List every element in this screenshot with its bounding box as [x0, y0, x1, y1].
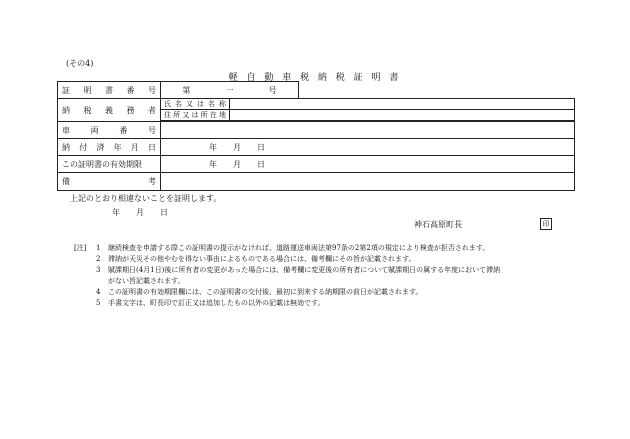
valid-until-field: 年 月 日	[161, 156, 575, 173]
note-continuation	[74, 276, 500, 287]
note-text: 手書文字は、町長印で訂正又は追加したもの以外の記載は無効です。	[108, 299, 325, 307]
note-text: 継続検査を申請する際この証明書の提示がなければ、道路運送車両法第97条の2第2項の規定により検査が拒否されます。	[108, 244, 490, 252]
cert-number-prefix: 第	[182, 85, 191, 95]
certify-date: 年 月 日	[112, 208, 168, 217]
vehicle-number-field	[161, 122, 575, 139]
cert-number-label: 証明書番号	[58, 82, 161, 99]
note-item	[74, 265, 500, 276]
notes-section	[74, 243, 500, 309]
seal-mark: 印	[540, 218, 552, 230]
note-number: 5	[96, 299, 101, 307]
note-item	[74, 254, 500, 265]
blank-area	[299, 82, 575, 99]
note-item	[74, 287, 500, 298]
note-text: 滞納が天災その他やむを得ない事由によるものである場合には、備考欄にその旨が記載されます。	[108, 255, 416, 263]
valid-until-label: この証明書の有効期限	[58, 156, 161, 173]
valid-until-row	[58, 156, 575, 173]
taxpayer-row	[58, 99, 575, 121]
taxpayer-label: 納税義務者	[58, 99, 161, 122]
note-number: 2	[96, 255, 101, 263]
remarks-label: 備考	[58, 173, 161, 191]
certify-statement: 上記のとおり相違ないことを証明します。	[70, 194, 222, 203]
note-number: 1	[96, 244, 101, 252]
document-title: 軽 自 動 車 税 納 税 証 明 書	[228, 73, 402, 83]
cert-number-dash: 一	[225, 85, 234, 95]
paid-date-field: 年 月 日	[161, 139, 575, 156]
address-field	[230, 110, 575, 121]
cert-number-field	[161, 82, 299, 99]
remarks-row	[58, 173, 575, 191]
form-number-label: (その4)	[66, 59, 94, 68]
note-text: この証明書の有効期限欄には、この証明書の交付後、最初に到来する納期限の前日が記載されます。	[108, 288, 423, 296]
paid-date-label: 納付済年月日	[58, 139, 161, 156]
note-item	[74, 298, 500, 309]
note-number: 4	[96, 288, 101, 296]
cert-number-suffix: 号	[268, 85, 277, 95]
name-label: 氏名又は名称	[161, 99, 230, 110]
issuer-name: 神石高原町長	[414, 220, 462, 229]
vehicle-number-row	[58, 122, 575, 139]
name-field	[230, 99, 575, 110]
certificate-table	[57, 81, 575, 191]
paid-date-row	[58, 139, 575, 156]
note-item	[74, 243, 500, 254]
address-label: 住所又は所在地	[161, 110, 230, 121]
notes-head: [注]	[74, 244, 87, 252]
note-text: 賦課期日(4月1日)後に所有者の変更があった場合には、備考欄に変更後の所有者について賦課期日の属する年度において滞納	[108, 266, 501, 274]
taxpayer-fields	[161, 99, 575, 121]
remarks-field	[161, 173, 575, 191]
vehicle-number-label: 車両番号	[58, 122, 161, 139]
cert-number-row	[58, 82, 575, 99]
note-text: がない旨記載されます。	[108, 277, 185, 285]
note-number: 3	[96, 266, 101, 274]
